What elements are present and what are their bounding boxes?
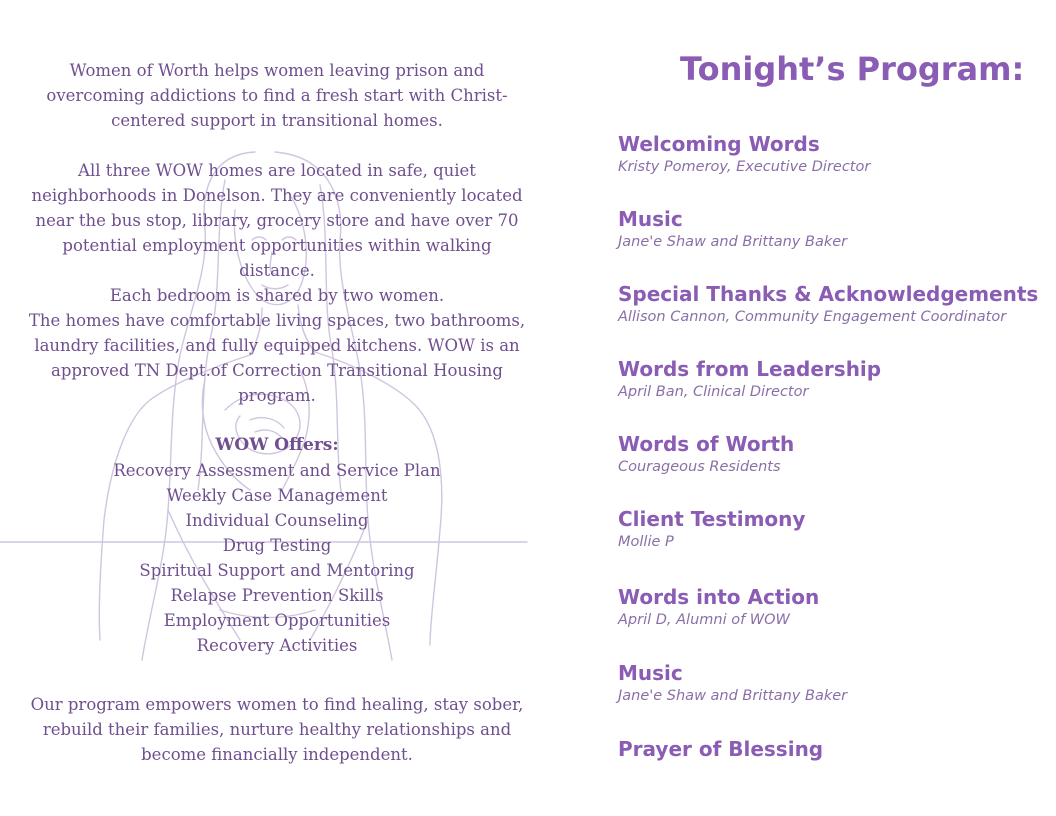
program-item-title: Music <box>618 661 683 685</box>
program-item-title: Client Testimony <box>618 507 806 531</box>
program-title: Tonight’s Program: <box>680 50 1025 88</box>
program-item-presenter: Allison Cannon, Community Engagement Coordinator <box>618 309 1007 325</box>
offer-item: Recovery Activities <box>196 636 358 655</box>
offer-item: Drug Testing <box>222 536 332 555</box>
program-item-presenter: April Ban, Clinical Director <box>618 384 809 400</box>
offer-item: Relapse Prevention Skills <box>170 586 384 605</box>
about-wow-column <box>22 58 532 767</box>
program-item-presenter: Courageous Residents <box>618 459 781 475</box>
program-item <box>618 659 1048 735</box>
program-item <box>618 130 1048 205</box>
program-item <box>618 583 1048 659</box>
homes-paragraph: All three WOW homes are located in safe, quiet neighborhoods in Donelson. They are conveniently located near the bus stop, library, grocery store and have over 70 potential employment opportunities within walking distance. <box>31 161 523 280</box>
closing-paragraph: Our program empowers women to find healing, stay sober, rebuild their families, nurture healthy relationships and become financially independent. <box>30 695 524 764</box>
offer-item: Spiritual Support and Mentoring <box>139 561 415 580</box>
offer-item: Weekly Case Management <box>166 486 388 505</box>
program-item-presenter: Kristy Pomeroy, Executive Director <box>618 159 871 175</box>
offer-item: Employment Opportunities <box>163 611 391 630</box>
program-item <box>618 505 1048 583</box>
offers-list <box>22 458 532 658</box>
program-item-title: Words from Leadership <box>618 357 882 381</box>
offers-heading: WOW Offers: <box>215 435 339 455</box>
program-item-title: Special Thanks & Acknowledgements <box>618 282 1039 306</box>
program-item-presenter: Jane'e Shaw and Brittany Baker <box>618 688 848 704</box>
program-item <box>618 205 1048 280</box>
program-item <box>618 735 1048 810</box>
program-item <box>618 430 1048 505</box>
program-item-title: Words of Worth <box>618 432 795 456</box>
program-item-title: Words into Action <box>618 585 820 609</box>
program-item-presenter: April D, Alumni of WOW <box>618 612 790 628</box>
program-list <box>618 130 1048 810</box>
program-item <box>618 280 1048 355</box>
program-item <box>618 355 1048 430</box>
program-item-title: Prayer of Blessing <box>618 737 824 761</box>
intro-paragraph: Women of Worth helps women leaving prison and overcoming addictions to find a fresh start with Christ-centered support in transitional homes. <box>46 61 508 130</box>
amenities-paragraph: The homes have comfortable living spaces, two bathrooms, laundry facilities, and fully equipped kitchens. WOW is an approved TN Dept.of Correction Transitional Housing program. <box>28 311 526 405</box>
program-item-title: Welcoming Words <box>618 132 820 156</box>
offer-item: Recovery Assessment and Service Plan <box>113 461 441 480</box>
program-item-title: Music <box>618 207 683 231</box>
program-item-presenter: Mollie P <box>618 534 674 550</box>
offer-item: Individual Counseling <box>185 511 369 530</box>
program-item-presenter: Jane'e Shaw and Brittany Baker <box>618 234 848 250</box>
bedroom-paragraph: Each bedroom is shared by two women. <box>109 286 445 305</box>
